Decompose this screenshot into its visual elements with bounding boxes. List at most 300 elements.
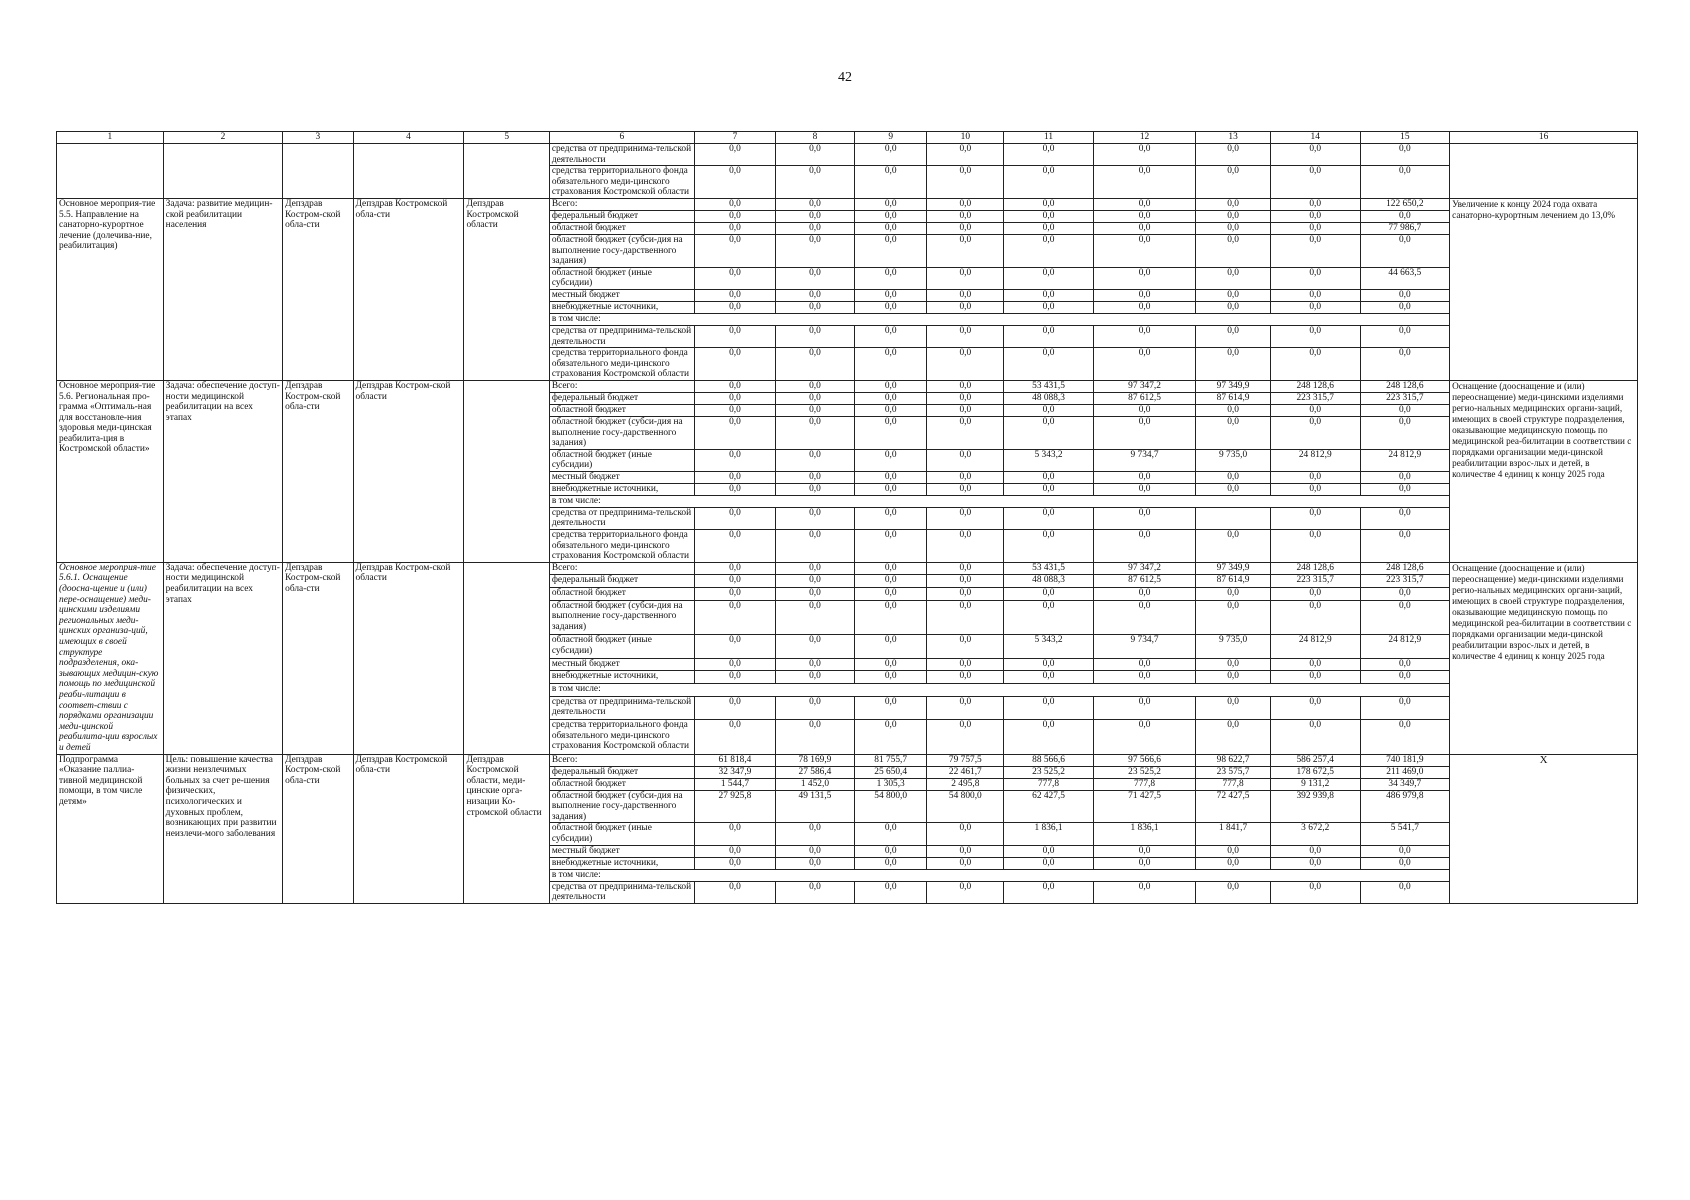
- value-cell: 9 734,7: [1093, 449, 1195, 471]
- value-cell: 0,0: [1360, 234, 1450, 267]
- value-cell: 0,0: [927, 404, 1004, 416]
- value-cell: 0,0: [927, 267, 1004, 289]
- value-cell: 211 469,0: [1360, 766, 1450, 778]
- column-header: 16: [1450, 132, 1638, 144]
- funding-source-cell: внебюджетные источники,: [549, 857, 694, 869]
- expected-result-cell: Оснащение (дооснащение и (или) переоснащение) меди-цинскими изделиями регио-нальных медицинских органи-заций, имеющих в своей структуре подразделения, оказывающие медицинскую помощь по медицинской реа-билитации в соответствии с порядками организации меди-цинской реабилитации взрос-лых и детей, в количестве 4 единиц к концу 2025 года: [1450, 562, 1638, 754]
- value-cell: 0,0: [694, 198, 775, 210]
- funding-source-cell: средства от предпринима-тельской деятельности: [549, 144, 694, 166]
- coordinator-cell: Депздрав Костром-ской области: [353, 562, 464, 754]
- funding-source-cell: областной бюджет (иные субсидии): [549, 267, 694, 289]
- value-cell: 24 812,9: [1360, 635, 1450, 658]
- value-cell: 0,0: [1196, 483, 1271, 495]
- value-cell: 0,0: [1196, 325, 1271, 347]
- value-cell: 0,0: [1004, 507, 1094, 529]
- value-cell: 53 431,5: [1004, 380, 1094, 392]
- value-cell: 79 757,5: [927, 754, 1004, 766]
- value-cell: 0,0: [927, 325, 1004, 347]
- value-cell: 0,0: [1360, 588, 1450, 601]
- value-cell: 0,0: [854, 301, 927, 313]
- value-cell: 0,0: [1093, 348, 1195, 381]
- value-cell: 0,0: [1360, 881, 1450, 903]
- value-cell: 0,0: [854, 671, 927, 684]
- value-cell: 0,0: [927, 823, 1004, 845]
- value-cell: 0,0: [927, 635, 1004, 658]
- value-cell: 248 128,6: [1270, 562, 1360, 575]
- value-cell: 0,0: [1004, 404, 1094, 416]
- value-cell: 0,0: [1270, 658, 1360, 671]
- value-cell: 0,0: [694, 416, 775, 449]
- value-cell: 0,0: [1196, 845, 1271, 857]
- value-cell: 0,0: [775, 392, 854, 404]
- value-cell: 0,0: [1196, 588, 1271, 601]
- value-cell: 0,0: [1196, 404, 1271, 416]
- value-cell: 0,0: [927, 719, 1004, 754]
- value-cell: 0,0: [775, 588, 854, 601]
- value-cell: 0,0: [1093, 234, 1195, 267]
- funding-source-cell: федеральный бюджет: [549, 392, 694, 404]
- value-cell: 0,0: [775, 301, 854, 313]
- value-cell: 0,0: [1004, 857, 1094, 869]
- value-cell: 0,0: [694, 696, 775, 719]
- funding-source-cell: в том числе:: [549, 495, 1449, 507]
- funding-source-cell: областной бюджет: [549, 222, 694, 234]
- measure-name-cell: Основное мероприя-тие 5.6.1. Оснащение (доосна-щение и (или) пере-оснащение) меди-цинскими изделиями региональных меди-цинских организа-ций, имеющих в своей структуре подразделения, ока-зывающих медицин-скую помощь по медицинской реаби-литации в соответ-ствии с порядками организации меди-цинской реабилита-ции взрослых и детей: [57, 562, 164, 754]
- value-cell: 0,0: [1270, 696, 1360, 719]
- column-header: 7: [694, 132, 775, 144]
- table-row: [57, 754, 1638, 766]
- value-cell: 0,0: [1004, 198, 1094, 210]
- value-cell: 0,0: [854, 166, 927, 199]
- value-cell: 0,0: [1360, 471, 1450, 483]
- value-cell: 0,0: [1004, 222, 1094, 234]
- value-cell: 0,0: [775, 719, 854, 754]
- value-cell: 0,0: [775, 222, 854, 234]
- value-cell: 0,0: [775, 600, 854, 635]
- value-cell: 0,0: [694, 267, 775, 289]
- value-cell: 78 169,9: [775, 754, 854, 766]
- value-cell: 0,0: [1196, 471, 1271, 483]
- value-cell: 48 088,3: [1004, 575, 1094, 588]
- value-cell: 0,0: [1360, 210, 1450, 222]
- value-cell: 0,0: [694, 222, 775, 234]
- funding-source-cell: средства территориального фонда обязательного меди-цинского страхования Костромской области: [549, 166, 694, 199]
- value-cell: 0,0: [1270, 600, 1360, 635]
- column-header: 1: [57, 132, 164, 144]
- value-cell: 0,0: [854, 471, 927, 483]
- value-cell: 0,0: [1004, 301, 1094, 313]
- value-cell: 0,0: [927, 658, 1004, 671]
- value-cell: 9 734,7: [1093, 635, 1195, 658]
- column-header: 15: [1360, 132, 1450, 144]
- value-cell: 0,0: [1360, 144, 1450, 166]
- value-cell: 0,0: [1093, 845, 1195, 857]
- value-cell: 0,0: [1270, 588, 1360, 601]
- column-header: 12: [1093, 132, 1195, 144]
- value-cell: 0,0: [927, 530, 1004, 563]
- value-cell: 248 128,6: [1360, 380, 1450, 392]
- value-cell: 0,0: [1196, 696, 1271, 719]
- value-cell: 486 979,8: [1360, 790, 1450, 823]
- value-cell: 0,0: [1270, 348, 1360, 381]
- value-cell: 0,0: [854, 562, 927, 575]
- value-cell: 0,0: [854, 881, 927, 903]
- value-cell: 0,0: [927, 198, 1004, 210]
- value-cell: 0,0: [1093, 198, 1195, 210]
- value-cell: 0,0: [1360, 483, 1450, 495]
- value-cell: 0,0: [775, 575, 854, 588]
- value-cell: 24 812,9: [1270, 635, 1360, 658]
- value-cell: 0,0: [1004, 144, 1094, 166]
- value-cell: 0,0: [1004, 234, 1094, 267]
- value-cell: 0,0: [1270, 166, 1360, 199]
- value-cell: 0,0: [854, 198, 927, 210]
- value-cell: 0,0: [775, 530, 854, 563]
- value-cell: 0,0: [1093, 857, 1195, 869]
- value-cell: 0,0: [1270, 301, 1360, 313]
- funding-source-cell: средства от предпринима-тельской деятельности: [549, 507, 694, 529]
- value-cell: 48 088,3: [1004, 392, 1094, 404]
- value-cell: 0,0: [1004, 658, 1094, 671]
- value-cell: 0,0: [775, 449, 854, 471]
- value-cell: 0,0: [1093, 696, 1195, 719]
- value-cell: 0,0: [927, 144, 1004, 166]
- value-cell: 0,0: [1360, 289, 1450, 301]
- column-header: 13: [1196, 132, 1271, 144]
- value-cell: 9 131,2: [1270, 778, 1360, 790]
- value-cell: 87 612,5: [1093, 392, 1195, 404]
- executor-cell: Депздрав Костром-ской обла-сти: [283, 198, 353, 380]
- value-cell: 0,0: [927, 600, 1004, 635]
- value-cell: 0,0: [775, 671, 854, 684]
- funding-source-cell: средства территориального фонда обязательного меди-цинского страхования Костромской области: [549, 530, 694, 563]
- value-cell: 0,0: [1196, 144, 1271, 166]
- value-cell: 777,8: [1004, 778, 1094, 790]
- value-cell: 0,0: [1270, 845, 1360, 857]
- executor-cell: Депздрав Костром-ской обла-сти: [283, 754, 353, 903]
- value-cell: 392 939,8: [1270, 790, 1360, 823]
- table-row: [57, 562, 1638, 575]
- value-cell: 0,0: [1270, 507, 1360, 529]
- value-cell: 97 347,2: [1093, 562, 1195, 575]
- value-cell: 44 663,5: [1360, 267, 1450, 289]
- task-cell: Задача: обеспечение доступ-ности медицинской реабилитации на всех этапах: [163, 380, 282, 562]
- value-cell: 0,0: [854, 658, 927, 671]
- value-cell: 0,0: [1093, 144, 1195, 166]
- value-cell: 72 427,5: [1196, 790, 1271, 823]
- value-cell: 0,0: [694, 166, 775, 199]
- value-cell: 0,0: [927, 416, 1004, 449]
- value-cell: 0,0: [694, 530, 775, 563]
- value-cell: 0,0: [694, 719, 775, 754]
- coordinator-cell: Депздрав Костромской обла-сти: [353, 754, 464, 903]
- value-cell: 0,0: [1196, 719, 1271, 754]
- value-cell: 0,0: [694, 483, 775, 495]
- value-cell: 0,0: [854, 483, 927, 495]
- value-cell: 88 566,6: [1004, 754, 1094, 766]
- value-cell: 5 343,2: [1004, 635, 1094, 658]
- value-cell: 0,0: [694, 507, 775, 529]
- executor-cell: Депздрав Костром-ской обла-сти: [283, 562, 353, 754]
- table-row: [57, 380, 1638, 392]
- value-cell: 0,0: [1004, 600, 1094, 635]
- value-cell: 223 315,7: [1270, 575, 1360, 588]
- value-cell: 62 427,5: [1004, 790, 1094, 823]
- value-cell: 0,0: [1004, 483, 1094, 495]
- funding-source-cell: средства от предпринима-тельской деятельности: [549, 881, 694, 903]
- value-cell: 0,0: [927, 210, 1004, 222]
- funding-source-cell: федеральный бюджет: [549, 575, 694, 588]
- value-cell: 0,0: [1360, 507, 1450, 529]
- value-cell: 0,0: [775, 471, 854, 483]
- value-cell: 23 575,7: [1196, 766, 1271, 778]
- value-cell: 0,0: [1004, 267, 1094, 289]
- value-cell: 0,0: [1004, 210, 1094, 222]
- funding-source-cell: Всего:: [549, 562, 694, 575]
- expected-result-cell: Оснащение (дооснащение и (или) переоснащение) меди-цинскими изделиями регио-нальных медицинских органи-заций, имеющих в своей структуре подразделения, оказывающие медицинскую помощь по медицинской реа-билитации в соответствии с порядками организации меди-цинской реабилитации взрос-лых и детей, в количестве 4 единиц к концу 2025 года: [1450, 380, 1638, 562]
- value-cell: 0,0: [1270, 719, 1360, 754]
- coordinator-cell: Депздрав Костром-ской области: [353, 380, 464, 562]
- column-header: 4: [353, 132, 464, 144]
- value-cell: 0,0: [1270, 530, 1360, 563]
- value-cell: 0,0: [927, 301, 1004, 313]
- value-cell: 0,0: [927, 562, 1004, 575]
- value-cell: 0,0: [854, 267, 927, 289]
- value-cell: 0,0: [775, 234, 854, 267]
- value-cell: 0,0: [1093, 301, 1195, 313]
- value-cell: 0,0: [1360, 325, 1450, 347]
- value-cell: 0,0: [854, 719, 927, 754]
- value-cell: 0,0: [1093, 267, 1195, 289]
- funding-source-cell: Всего:: [549, 754, 694, 766]
- funding-source-cell: областной бюджет (субси-дия на выполнение госу-дарственного задания): [549, 416, 694, 449]
- table-row: [57, 144, 1638, 166]
- value-cell: 0,0: [694, 575, 775, 588]
- value-cell: 586 257,4: [1270, 754, 1360, 766]
- value-cell: 1 836,1: [1004, 823, 1094, 845]
- value-cell: [1196, 507, 1271, 529]
- value-cell: 0,0: [694, 234, 775, 267]
- column-header: 5: [464, 132, 549, 144]
- value-cell: 0,0: [1196, 671, 1271, 684]
- value-cell: 0,0: [854, 530, 927, 563]
- value-cell: 0,0: [854, 575, 927, 588]
- value-cell: 0,0: [854, 404, 927, 416]
- value-cell: 0,0: [694, 658, 775, 671]
- value-cell: 0,0: [1196, 166, 1271, 199]
- value-cell: 0,0: [1270, 210, 1360, 222]
- value-cell: 34 349,7: [1360, 778, 1450, 790]
- value-cell: 0,0: [775, 416, 854, 449]
- value-cell: 25 650,4: [854, 766, 927, 778]
- value-cell: 0,0: [1270, 325, 1360, 347]
- value-cell: 0,0: [694, 881, 775, 903]
- value-cell: 97 566,6: [1093, 754, 1195, 766]
- value-cell: 87 614,9: [1196, 575, 1271, 588]
- value-cell: 9 735,0: [1196, 449, 1271, 471]
- value-cell: 0,0: [1004, 588, 1094, 601]
- value-cell: 0,0: [854, 325, 927, 347]
- value-cell: 1 452,0: [775, 778, 854, 790]
- value-cell: 0,0: [1270, 404, 1360, 416]
- value-cell: 3 672,2: [1270, 823, 1360, 845]
- value-cell: 0,0: [694, 857, 775, 869]
- funding-source-cell: средства от предпринима-тельской деятельности: [549, 696, 694, 719]
- value-cell: 0,0: [927, 166, 1004, 199]
- value-cell: 0,0: [1270, 881, 1360, 903]
- value-cell: 0,0: [1270, 416, 1360, 449]
- value-cell: 0,0: [927, 234, 1004, 267]
- task-cell: Задача: обеспечение доступ-ности медицинской реабилитации на всех этапах: [163, 562, 282, 754]
- value-cell: 0,0: [775, 507, 854, 529]
- value-cell: 0,0: [1093, 881, 1195, 903]
- funding-source-cell: областной бюджет (иные субсидии): [549, 449, 694, 471]
- continuation-note-cell: [1450, 144, 1638, 199]
- value-cell: 0,0: [1004, 416, 1094, 449]
- value-cell: 0,0: [1004, 348, 1094, 381]
- value-cell: 0,0: [1270, 234, 1360, 267]
- value-cell: 0,0: [694, 289, 775, 301]
- value-cell: 0,0: [1196, 289, 1271, 301]
- value-cell: 0,0: [1196, 530, 1271, 563]
- value-cell: 0,0: [1196, 416, 1271, 449]
- value-cell: 0,0: [1196, 198, 1271, 210]
- funding-source-cell: федеральный бюджет: [549, 766, 694, 778]
- funding-source-cell: местный бюджет: [549, 471, 694, 483]
- value-cell: 0,0: [775, 325, 854, 347]
- value-cell: 777,8: [1196, 778, 1271, 790]
- value-cell: 0,0: [1360, 404, 1450, 416]
- measure-name-cell: Основное мероприя-тие 5.5. Направление на санаторно-курортное лечение (долечива-ние, реабилитация): [57, 198, 164, 380]
- continuation-empty-cell: [163, 144, 282, 199]
- value-cell: 0,0: [854, 696, 927, 719]
- value-cell: 0,0: [1004, 845, 1094, 857]
- value-cell: 0,0: [694, 671, 775, 684]
- value-cell: 0,0: [1093, 600, 1195, 635]
- value-cell: 0,0: [1196, 658, 1271, 671]
- value-cell: 0,0: [1360, 348, 1450, 381]
- funding-source-cell: в том числе:: [549, 683, 1449, 696]
- value-cell: 0,0: [1360, 671, 1450, 684]
- value-cell: 32 347,9: [694, 766, 775, 778]
- funding-source-cell: областной бюджет (иные субсидии): [549, 635, 694, 658]
- value-cell: 0,0: [854, 289, 927, 301]
- funding-source-cell: областной бюджет (субси-дия на выполнение госу-дарственного задания): [549, 790, 694, 823]
- value-cell: 0,0: [1093, 483, 1195, 495]
- value-cell: 1 841,7: [1196, 823, 1271, 845]
- value-cell: 0,0: [854, 600, 927, 635]
- funding-source-cell: внебюджетные источники,: [549, 301, 694, 313]
- value-cell: 0,0: [1093, 404, 1195, 416]
- value-cell: 0,0: [775, 562, 854, 575]
- value-cell: 0,0: [1360, 530, 1450, 563]
- value-cell: 0,0: [694, 823, 775, 845]
- funding-source-cell: Всего:: [549, 198, 694, 210]
- value-cell: 77 986,7: [1360, 222, 1450, 234]
- value-cell: 0,0: [694, 588, 775, 601]
- value-cell: 0,0: [1093, 210, 1195, 222]
- value-cell: 0,0: [927, 483, 1004, 495]
- value-cell: 0,0: [854, 234, 927, 267]
- value-cell: 5 343,2: [1004, 449, 1094, 471]
- executor-cell: Депздрав Костром-ской обла-сти: [283, 380, 353, 562]
- value-cell: 0,0: [775, 166, 854, 199]
- value-cell: 0,0: [1360, 658, 1450, 671]
- value-cell: 0,0: [1004, 719, 1094, 754]
- value-cell: 23 525,2: [1093, 766, 1195, 778]
- funding-source-cell: внебюджетные источники,: [549, 671, 694, 684]
- value-cell: 0,0: [775, 483, 854, 495]
- value-cell: 248 128,6: [1270, 380, 1360, 392]
- value-cell: 0,0: [1196, 234, 1271, 267]
- value-cell: 0,0: [1196, 857, 1271, 869]
- value-cell: 0,0: [854, 380, 927, 392]
- value-cell: 0,0: [927, 845, 1004, 857]
- value-cell: 0,0: [927, 696, 1004, 719]
- measure-name-cell: Основное мероприя-тие 5.6. Региональная про-грамма «Оптималь-ная для восстановле-ния здоровья меди-цинская реабилита-ция в Костромской области»: [57, 380, 164, 562]
- funding-source-cell: средства от предпринима-тельской деятельности: [549, 325, 694, 347]
- value-cell: 0,0: [694, 471, 775, 483]
- value-cell: 0,0: [854, 588, 927, 601]
- measure-name-cell: Подпрограмма «Оказание паллиа-тивной медицинской помощи, в том числе детям»: [57, 754, 164, 903]
- value-cell: 0,0: [1093, 719, 1195, 754]
- value-cell: 0,0: [854, 222, 927, 234]
- value-cell: 24 812,9: [1360, 449, 1450, 471]
- value-cell: 0,0: [1093, 658, 1195, 671]
- value-cell: 0,0: [927, 380, 1004, 392]
- value-cell: 0,0: [1196, 222, 1271, 234]
- value-cell: 0,0: [1093, 289, 1195, 301]
- value-cell: 0,0: [1360, 845, 1450, 857]
- table-row: [57, 198, 1638, 210]
- value-cell: 54 800,0: [854, 790, 927, 823]
- funding-source-cell: областной бюджет (субси-дия на выполнение госу-дарственного задания): [549, 234, 694, 267]
- funding-source-cell: в том числе:: [549, 869, 1449, 881]
- continuation-empty-cell: [57, 144, 164, 199]
- value-cell: 223 315,7: [1270, 392, 1360, 404]
- value-cell: 0,0: [854, 392, 927, 404]
- value-cell: 0,0: [694, 562, 775, 575]
- value-cell: 0,0: [1270, 483, 1360, 495]
- value-cell: 0,0: [1360, 600, 1450, 635]
- value-cell: 27 925,8: [694, 790, 775, 823]
- value-cell: 0,0: [1360, 301, 1450, 313]
- value-cell: 0,0: [854, 348, 927, 381]
- value-cell: 23 525,2: [1004, 766, 1094, 778]
- continuation-empty-cell: [353, 144, 464, 199]
- value-cell: 0,0: [694, 325, 775, 347]
- value-cell: 2 495,8: [927, 778, 1004, 790]
- value-cell: 0,0: [854, 416, 927, 449]
- column-header: 3: [283, 132, 353, 144]
- value-cell: 0,0: [1196, 301, 1271, 313]
- funding-source-cell: в том числе:: [549, 313, 1449, 325]
- value-cell: 0,0: [1004, 696, 1094, 719]
- value-cell: 0,0: [1093, 325, 1195, 347]
- value-cell: 53 431,5: [1004, 562, 1094, 575]
- value-cell: 0,0: [694, 392, 775, 404]
- value-cell: 0,0: [1004, 471, 1094, 483]
- value-cell: 0,0: [1004, 289, 1094, 301]
- value-cell: 0,0: [927, 507, 1004, 529]
- value-cell: 0,0: [1270, 222, 1360, 234]
- value-cell: 0,0: [775, 267, 854, 289]
- value-cell: 0,0: [1196, 600, 1271, 635]
- value-cell: 0,0: [1270, 289, 1360, 301]
- value-cell: 0,0: [694, 404, 775, 416]
- funding-source-cell: областной бюджет (иные субсидии): [549, 823, 694, 845]
- column-header: 2: [163, 132, 282, 144]
